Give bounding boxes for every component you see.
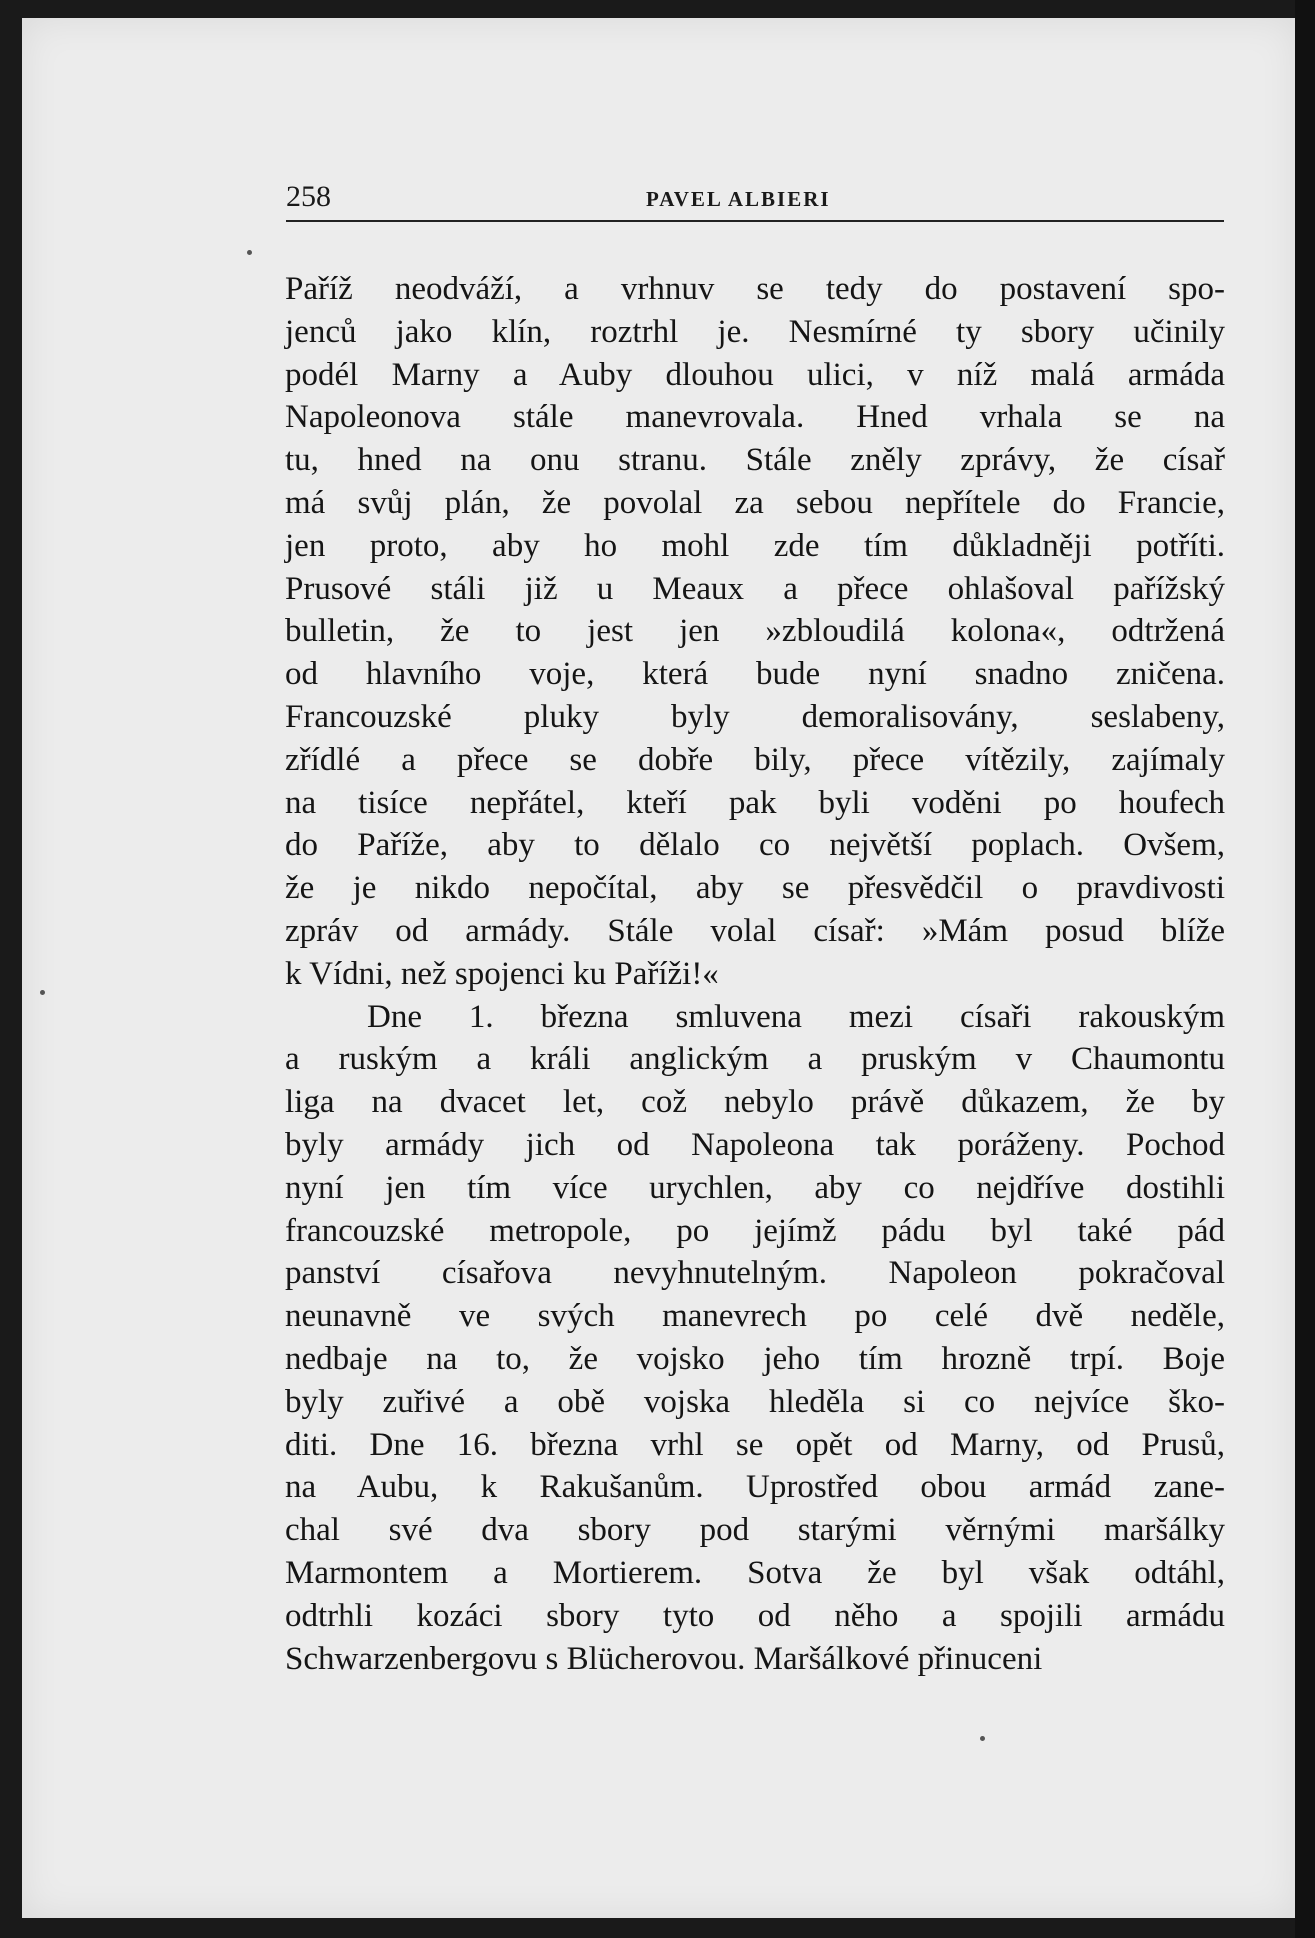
text-line: odtrhli kozáci sbory tyto od něho a spojili armádu [285, 1597, 1225, 1634]
text-line: panství císařova nevyhnutelným. Napoleon pokračoval [285, 1255, 1225, 1292]
running-head: PAVEL ALBIERI [646, 187, 831, 211]
text-line: od hlavního voje, která bude nyní snadno zničena. [285, 656, 1225, 693]
text-line: neunavně ve svých manevrech po celé dvě neděle, [285, 1298, 1225, 1335]
text-line: jen proto, aby ho mohl zde tím důkladněji potříti. [285, 527, 1225, 564]
text-line: Dne 1. března smluvena mezi císaři rakouským [367, 998, 1225, 1035]
text-line: byly armády jich od Napoleona tak poráženy. Pochod [285, 1126, 1225, 1163]
text-line: podél Marny a Auby dlouhou ulici, v níž malá armáda [285, 356, 1225, 393]
text-line: Schwarzenbergovu s Blücherovou. Maršálkové přinuceni [285, 1640, 1043, 1677]
text-line: Francouzské pluky byly demoralisovány, seslabeny, [285, 698, 1225, 735]
text-line: nedbaje na to, že vojsko jeho tím hrozně trpí. Boje [285, 1340, 1225, 1377]
page-speck [247, 250, 252, 255]
text-line: má svůj plán, že povolal za sebou nepřítele do Francie, [285, 484, 1225, 521]
text-line: že je nikdo nepočítal, aby se přesvědčil o pravdivosti [285, 870, 1225, 907]
text-line: do Paříže, aby to dělalo co největší poplach. Ovšem, [285, 827, 1225, 864]
text-line: tu, hned na onu stranu. Stále zněly zprávy, že císař [285, 442, 1225, 479]
text-line: jenců jako klín, roztrhl je. Nesmírné ty sbory učinily [285, 313, 1225, 350]
text-line: nyní jen tím více urychlen, aby co nejdříve dostihli [285, 1169, 1225, 1206]
text-line: byly zuřivé a obě vojska hleděla si co nejvíce ško- [285, 1383, 1225, 1420]
text-line: Prusové stáli již u Meaux a přece ohlašoval pařížský [285, 570, 1225, 607]
page-header [286, 172, 1224, 222]
text-line: k Vídni, než spojenci ku Paříži!« [285, 955, 719, 992]
text-line: Paříž neodváží, a vrhnuv se tedy do postavení spo- [285, 271, 1225, 307]
text-line: Marmontem a Mortierem. Sotva že byl však odtáhl, [285, 1554, 1225, 1591]
text-line: liga na dvacet let, což nebylo právě důkazem, že by [285, 1084, 1225, 1121]
text-line: chal své dva sbory pod starými věrnými maršálky [285, 1512, 1225, 1549]
text-line: a ruským a králi anglickým a pruským v Chaumontu [285, 1041, 1225, 1078]
scan-edge [1295, 0, 1315, 1938]
text-line: zřídlé a přece se dobře bily, přece vítězily, zajímaly [285, 741, 1225, 778]
body-text [285, 268, 1225, 1680]
text-line: Napoleonova stále manevrovala. Hned vrhala se na [285, 399, 1225, 436]
text-line: francouzské metropole, po jejímž pádu byl také pád [285, 1212, 1225, 1249]
text-line: na tisíce nepřátel, kteří pak byli voděni po houfech [285, 784, 1225, 821]
text-line: diti. Dne 16. března vrhl se opět od Marny, od Prusů, [285, 1426, 1225, 1463]
page-speck [980, 1736, 985, 1741]
text-line: na Aubu, k Rakušanům. Uprostřed obou armád zane- [285, 1469, 1225, 1506]
page-number: 258 [286, 180, 331, 213]
page-speck [40, 990, 45, 995]
text-line: bulletin, že to jest jen »zbloudilá kolona«, odtržená [285, 613, 1225, 650]
text-line: zpráv od armády. Stále volal císař: »Mám posud blíže [285, 912, 1225, 949]
